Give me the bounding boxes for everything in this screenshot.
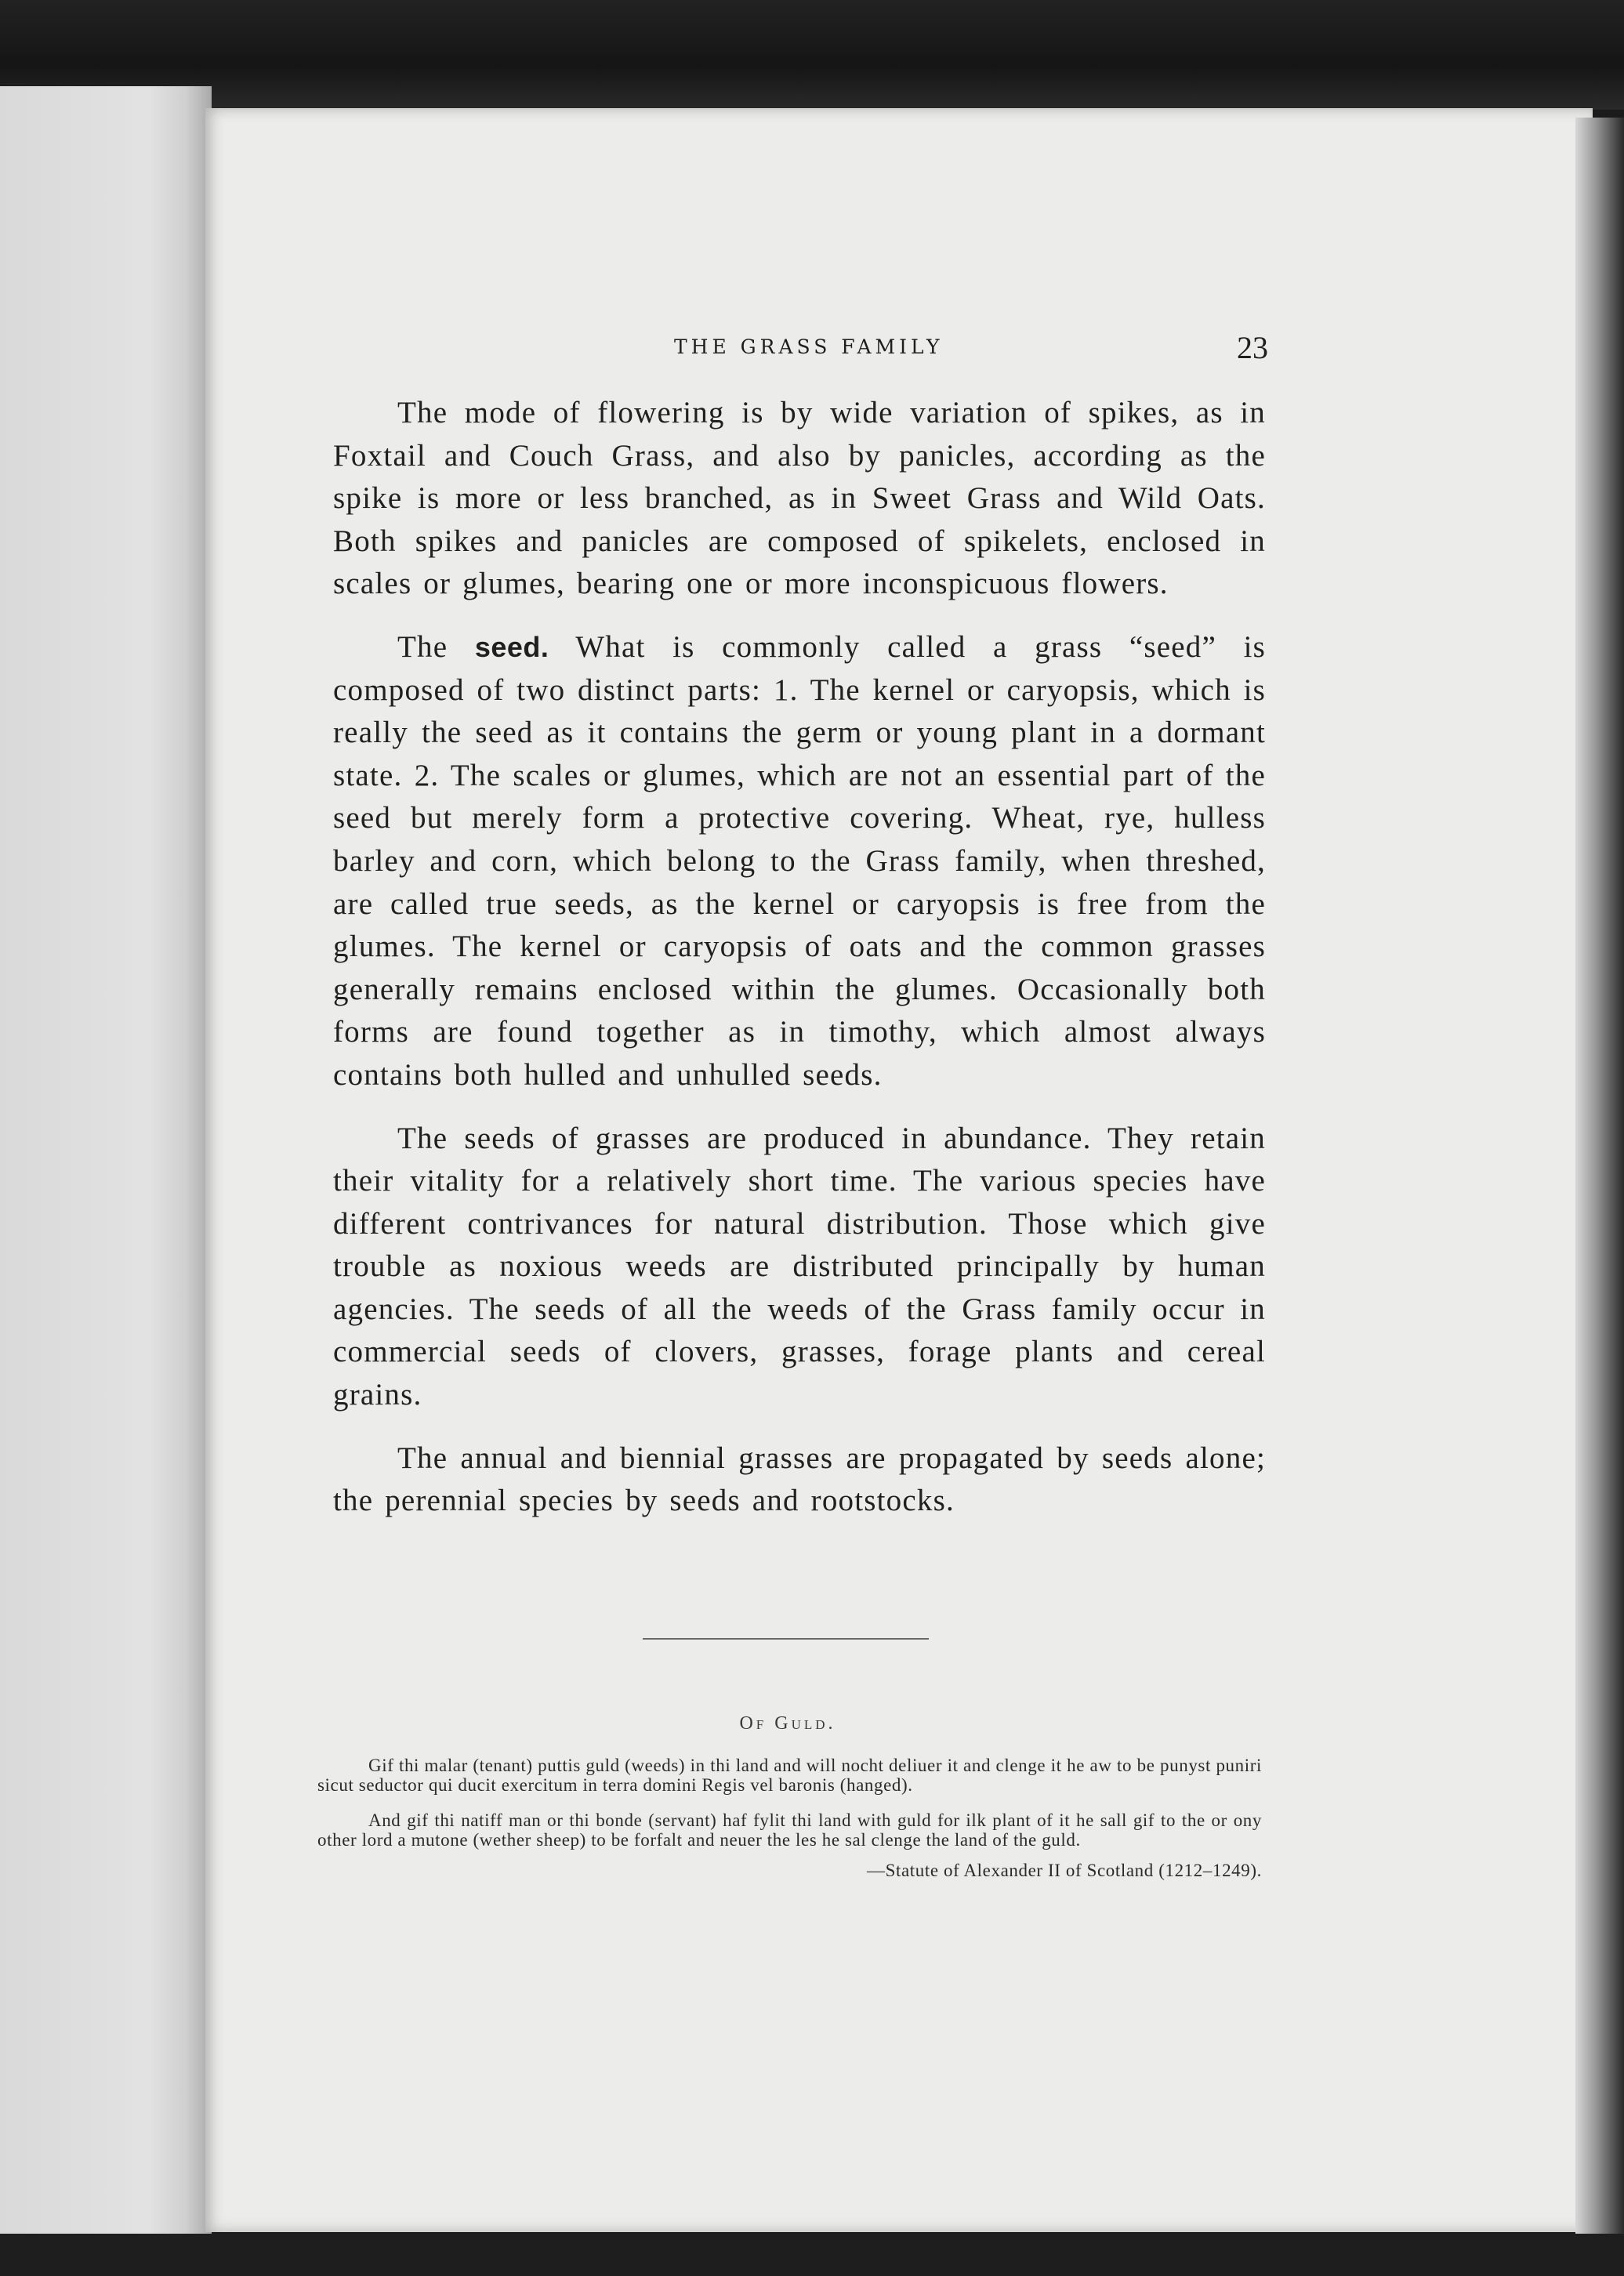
footnote-rule [643,1638,929,1640]
facing-page-edge [0,86,212,2249]
running-head: THE GRASS FAMILY [674,335,944,358]
footnote-paragraph: Gif thi malar (tenant) puttis guld (weeds) in thi land and will nocht deliuer it and clenge it he aw to be punyst puniri sicut seductor qui ducit exercitum in terra domini Regis vel baronis (hanged). [317,1756,1262,1795]
footnote-attribution: —Statute of Alexander II of Scotland (1212–1249). [867,1861,1262,1880]
paragraph-distribution: The seeds of grasses are produced in abundance. They retain their vitality for a relatively short time. The various species have different contrivances for natural distribution. Those which give trouble as noxious weeds are distributed principally by human agencies. The seeds of all the weeds of the Grass family occur in commercial seeds of clovers, grasses, forage plants and cereal grains. [333,1121,1266,1412]
page-number: 23 [1237,330,1268,365]
footnote-paragraph: And gif thi natiff man or thi bonde (servant) haf fylit thi land with guld for ilk plant of it he sall gif to the or ony other lord a mutone (wether sheep) to be forfalt and neuer the les he sal clenge the land of the guld. [317,1810,1262,1850]
scan-border-bottom [0,2234,1624,2276]
keyword-seed: seed. [474,630,549,663]
paragraph-seed-text: What is commonly called a grass “seed” is composed of two distinct parts: 1. The kernel or caryopsis, which is really the seed as it contains the germ or young plant in a dormant state. 2. The scales or glumes, which are not an essential part of the seed but merely form a protective covering. Wheat, rye, hulless barley and corn, which belong to the Grass family, when threshed, are called true seeds, as the kernel or caryopsis is free from the glumes. The kernel or caryopsis of oats and the common grasses generally remains enclosed within the glumes. Occasionally both forms are found together as in timothy, which almost always contains both hulled and unhulled seeds. [333,629,1266,1092]
footnote [317,1756,1262,1896]
scan-border-top [0,0,1624,110]
page-edge-shadow [1575,118,1624,2265]
footnote-title: Of Guld. [739,1713,836,1734]
paragraph-seed-lead: The [397,629,448,664]
body-text [333,392,1266,1543]
paragraph-propagation: The annual and biennial grasses are propagated by seeds alone; the perennial species by seeds and rootstocks. [333,1441,1266,1518]
paragraph-seed [333,626,1266,1097]
paragraph-flowering: The mode of flowering is by wide variation of spikes, as in Foxtail and Couch Grass, and also by panicles, according as the spike is more or less branched, as in Sweet Grass and Wild Oats. Both spikes and panicles are composed of spikelets, enclosed in scales or glumes, bearing one or more inconspicuous flowers. [333,396,1266,601]
